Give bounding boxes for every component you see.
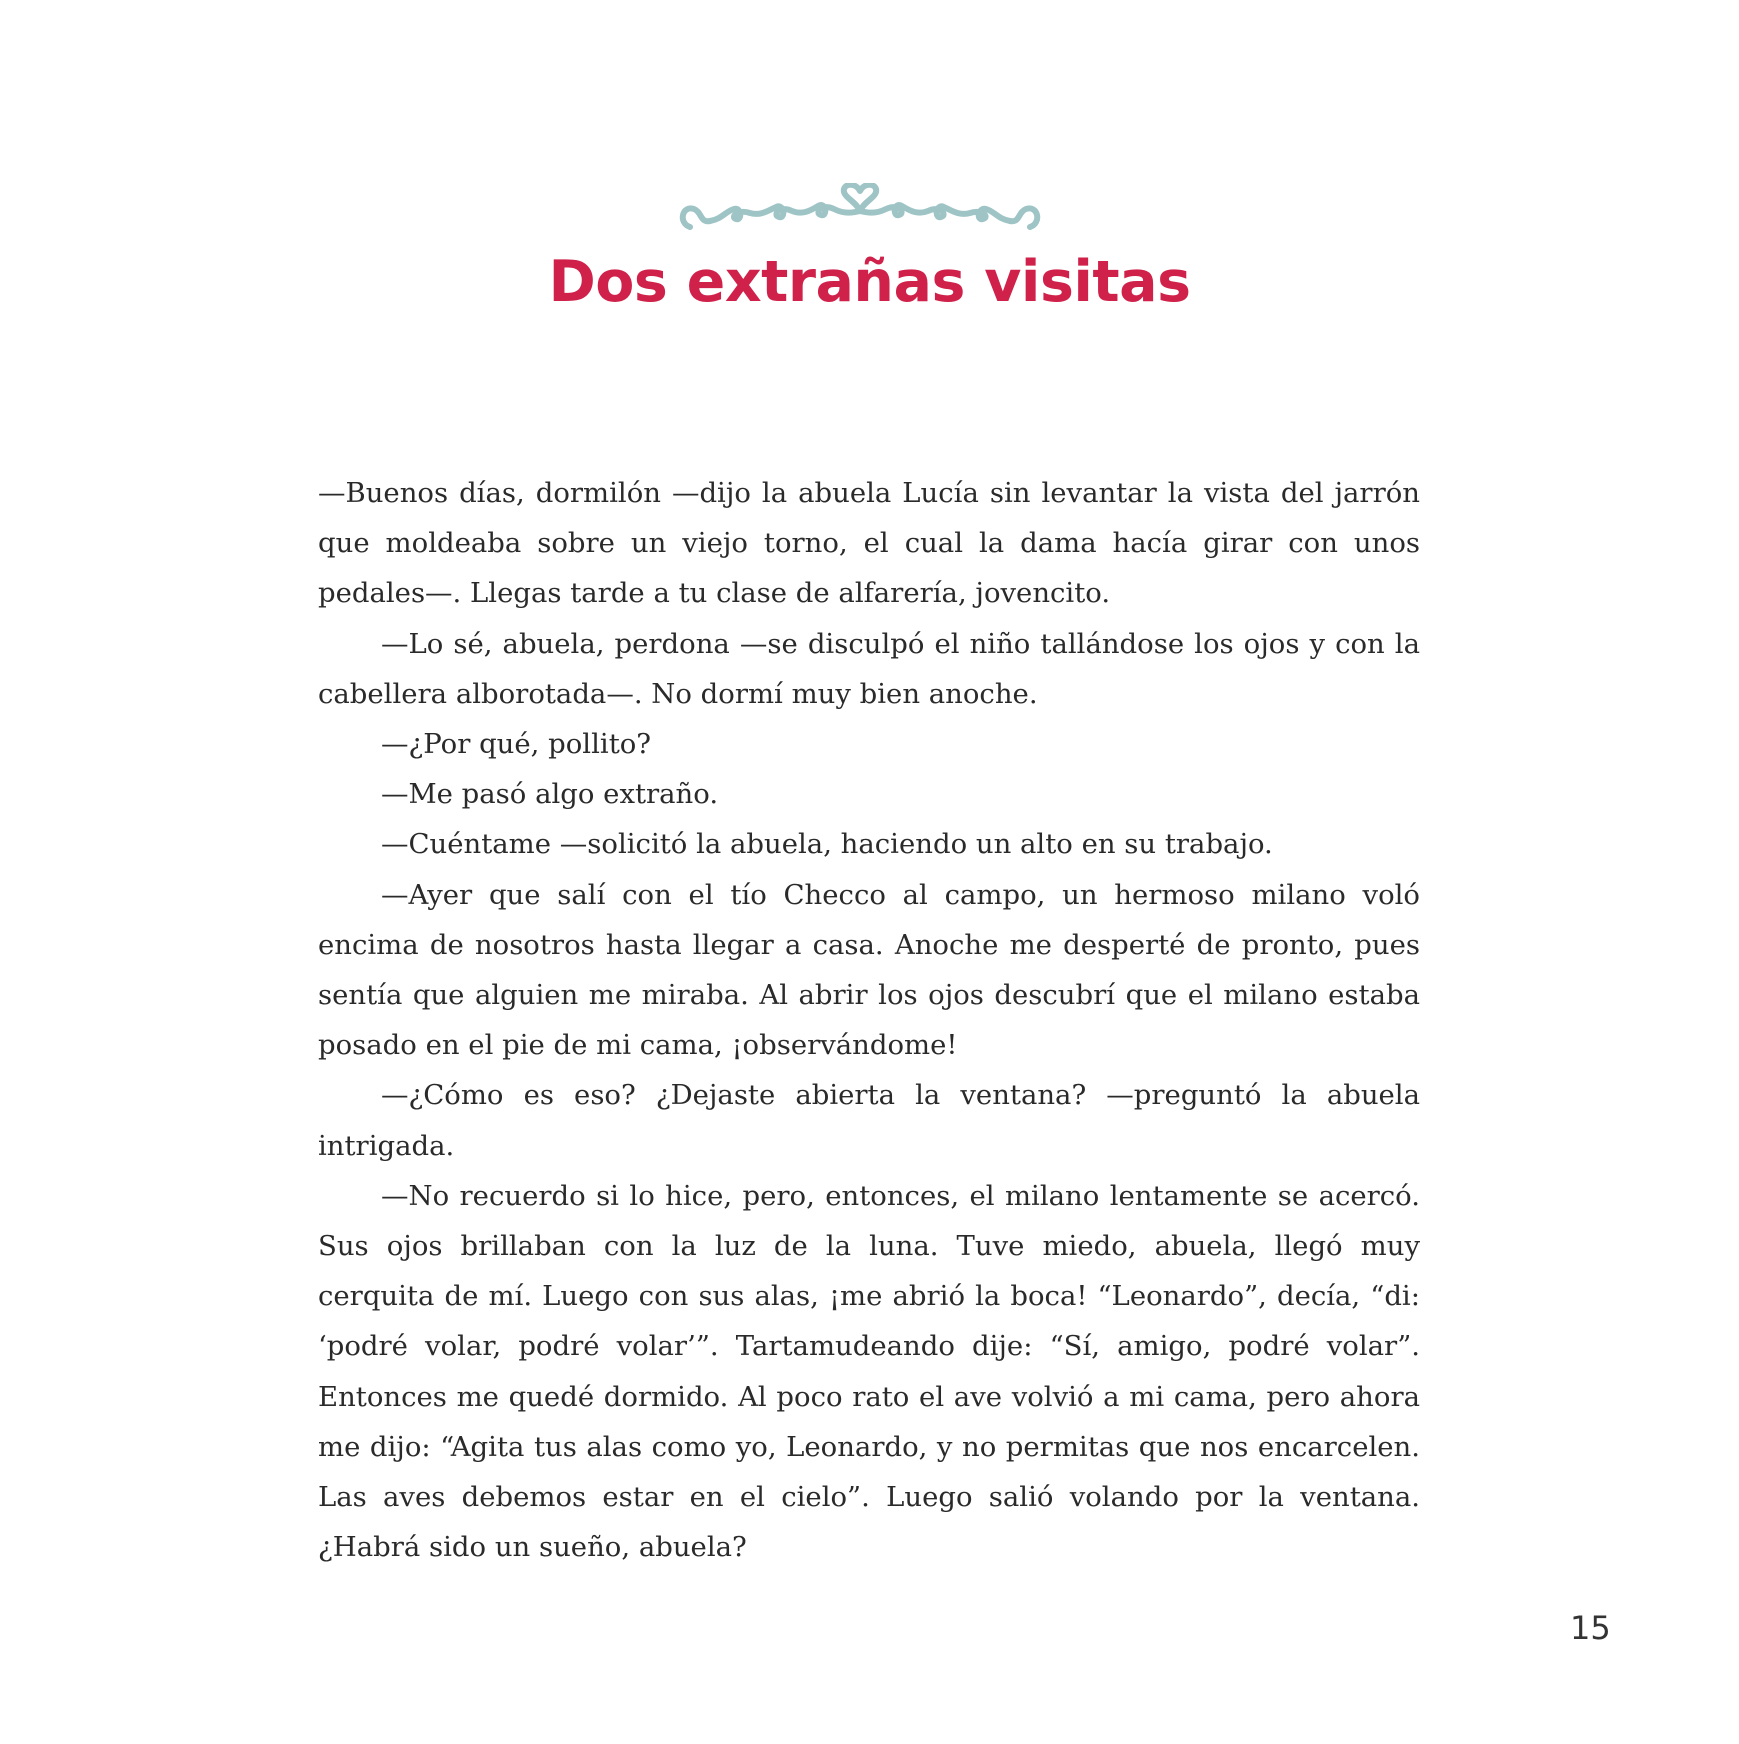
paragraph: —¿Por qué, pollito? [381,728,652,761]
swirl-heart-divider-icon [676,183,1062,241]
paragraph: —No recuerdo si lo hice, pero, entonces, el milano lentamente se acercó. Sus ojos brillaban con la luz de la luna. Tuve miedo, abuela, llegó muy cerquita de mí. Luego con sus alas, ¡me abrió la boca! “Leonardo”, decía, “di: ‘podré volar, podré volar’”. Tartamudeando dije: “Sí, amigo, podré volar”. Entonces me quedé dormido. Al poco rato el ave volvió a mi cama, pero ahora me dijo: “Agita tus alas como yo, Leonardo, y no permitas que nos encarcelen. Las aves debemos estar en el cielo”. Luego salió volando por la ventana. ¿Habrá sido un sueño, abuela? [318,1179,1420,1564]
paragraph: —Lo sé, abuela, perdona —se disculpó el niño tallándose los ojos y con la cabellera alborotada—. No dormí muy bien anoche. [318,627,1420,710]
paragraph: —¿Cómo es eso? ¿Dejaste abierta la ventana? —preguntó la abuela intrigada. [318,1079,1420,1162]
page-number: 15 [1570,1609,1611,1647]
paragraph: —Ayer que salí con el tío Checco al campo, un hermoso milano voló encima de nosotros hasta llegar a casa. Anoche me desperté de pronto, pues sentía que alguien me miraba. Al abrir los ojos descubrí que el milano estaba posado en el pie de mi cama, ¡observándome! [318,878,1420,1062]
chapter-title: Dos extrañas visitas [548,249,1191,315]
body-text [318,468,1420,1572]
paragraph: —Cuéntame —solicitó la abuela, haciendo un alto en su trabajo. [381,828,1273,861]
paragraph: —Me pasó algo extraño. [381,778,719,811]
paragraph: —Buenos días, dormilón —dijo la abuela Lucía sin levantar la vista del jarrón que moldeaba sobre un viejo torno, el cual la dama hacía girar con unos pedales—. Llegas tarde a tu clase de alfarería, jovencito. [318,477,1420,610]
